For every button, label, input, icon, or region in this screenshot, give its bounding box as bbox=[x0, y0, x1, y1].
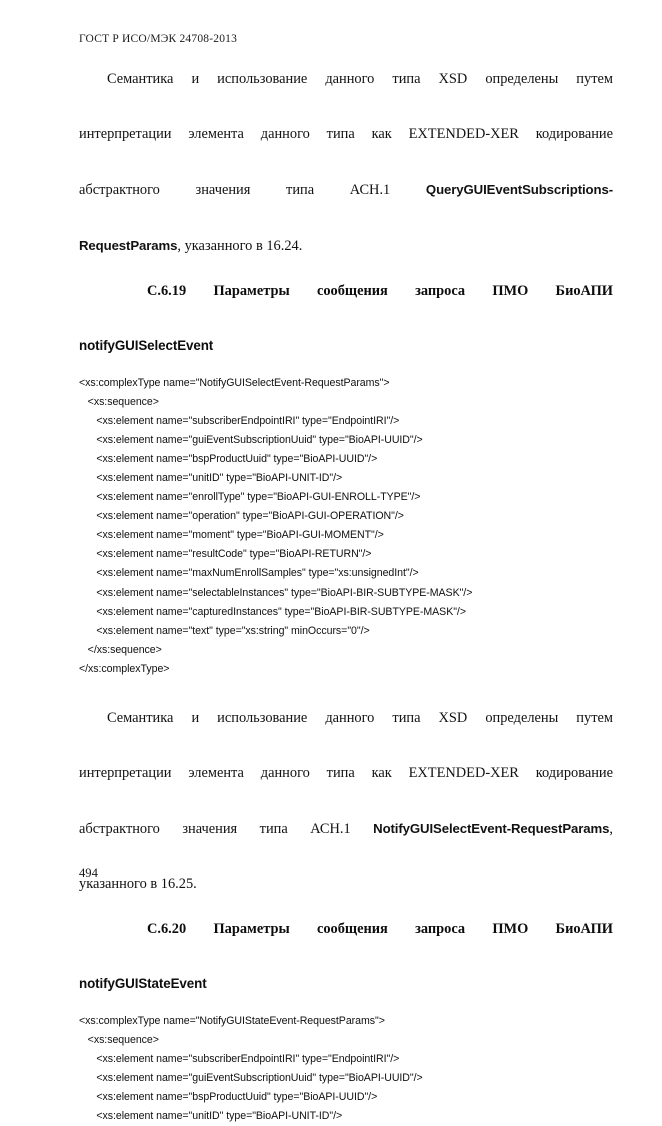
paragraph-line: указанного в 16.25. bbox=[79, 871, 613, 899]
code-line: <xs:element name="guiEventSubscriptionUuid" type="BioAPI-UUID"/> bbox=[79, 1069, 613, 1088]
running-header: ГОСТ Р ИСО/МЭК 24708-2013 bbox=[79, 33, 237, 45]
clause-title: Параметры сообщения запроса ПМО БиоАПИ bbox=[213, 283, 613, 299]
clause-heading-line bbox=[79, 916, 613, 971]
paragraph-text: абстрактного значения типа АСН.1 bbox=[79, 821, 373, 837]
code-line: <xs:element name="selectableInstances" type="BioAPI-BIR-SUBTYPE-MASK"/> bbox=[79, 584, 613, 603]
paragraph-line: Семантика и использование данного типа XSD определены путем bbox=[79, 66, 613, 121]
xsd-listing-notify-gui-state-event bbox=[79, 1012, 613, 1126]
paragraph-line: Семантика и использование данного типа XSD определены путем bbox=[79, 705, 613, 760]
code-line: <xs:element name="moment" type="BioAPI-GUI-MOMENT"/> bbox=[79, 526, 613, 545]
code-line: <xs:complexType name="NotifyGUISelectEvent-RequestParams"> bbox=[79, 374, 613, 393]
clause-subject: notifyGUISelectEvent bbox=[79, 333, 613, 359]
code-line: <xs:sequence> bbox=[79, 1031, 613, 1050]
paragraph-text: , bbox=[609, 821, 613, 837]
clause-heading-line bbox=[79, 278, 613, 333]
page-number: 494 bbox=[79, 866, 98, 881]
code-line: <xs:element name="maxNumEnrollSamples" type="xs:unsignedInt"/> bbox=[79, 564, 613, 583]
xsd-listing-notify-gui-select-event bbox=[79, 374, 613, 680]
code-line: <xs:element name="bspProductUuid" type="BioAPI-UUID"/> bbox=[79, 1088, 613, 1107]
code-line: </xs:complexType> bbox=[79, 660, 613, 679]
type-name-ref: NotifyGUISelectEvent-RequestParams bbox=[373, 821, 609, 836]
code-line: <xs:element name="capturedInstances" type="BioAPI-BIR-SUBTYPE-MASK"/> bbox=[79, 603, 613, 622]
code-line: <xs:element name="resultCode" type="BioAPI-RETURN"/> bbox=[79, 545, 613, 564]
code-line: <xs:element name="subscriberEndpointIRI" type="EndpointIRI"/> bbox=[79, 1050, 613, 1069]
clause-number: С.6.19 bbox=[147, 283, 186, 299]
page-body bbox=[79, 66, 613, 1126]
clause-number: С.6.20 bbox=[147, 921, 186, 937]
code-line: <xs:element name="guiEventSubscriptionUuid" type="BioAPI-UUID"/> bbox=[79, 431, 613, 450]
clause-heading-c6-19 bbox=[79, 278, 613, 359]
code-line: <xs:element name="subscriberEndpointIRI" type="EndpointIRI"/> bbox=[79, 412, 613, 431]
clause-title: Параметры сообщения запроса ПМО БиоАПИ bbox=[213, 921, 613, 937]
code-line: </xs:sequence> bbox=[79, 641, 613, 660]
spacer bbox=[79, 359, 613, 374]
paragraph-text: , указанного в 16.24. bbox=[177, 238, 302, 254]
code-line: <xs:complexType name="NotifyGUIStateEvent-RequestParams"> bbox=[79, 1012, 613, 1031]
paragraph-line bbox=[79, 176, 613, 232]
code-line: <xs:element name="bspProductUuid" type="BioAPI-UUID"/> bbox=[79, 450, 613, 469]
code-line: <xs:element name="enrollType" type="BioAPI-GUI-ENROLL-TYPE"/> bbox=[79, 488, 613, 507]
type-name-ref-cont: RequestParams bbox=[79, 238, 177, 253]
code-line: <xs:element name="operation" type="BioAPI-GUI-OPERATION"/> bbox=[79, 507, 613, 526]
spacer bbox=[79, 261, 613, 278]
paragraph-line bbox=[79, 815, 613, 871]
spacer bbox=[79, 899, 613, 916]
code-line: <xs:element name="text" type="xs:string" minOccurs="0"/> bbox=[79, 622, 613, 641]
clause-heading-c6-20 bbox=[79, 916, 613, 997]
paragraph-text: абстрактного значения типа АСН.1 bbox=[79, 182, 426, 198]
spacer bbox=[79, 997, 613, 1012]
paragraph-semantics-query bbox=[79, 66, 613, 261]
code-line: <xs:element name="unitID" type="BioAPI-UNIT-ID"/> bbox=[79, 1107, 613, 1126]
paragraph-semantics-notify-select bbox=[79, 705, 613, 899]
code-line: <xs:sequence> bbox=[79, 393, 613, 412]
paragraph-line: интерпретации элемента данного типа как EXTENDED-XER кодирование bbox=[79, 760, 613, 815]
clause-subject: notifyGUIStateEvent bbox=[79, 971, 613, 997]
paragraph-line bbox=[79, 232, 613, 261]
spacer bbox=[79, 679, 613, 705]
paragraph-line: интерпретации элемента данного типа как EXTENDED-XER кодирование bbox=[79, 121, 613, 176]
code-line: <xs:element name="unitID" type="BioAPI-UNIT-ID"/> bbox=[79, 469, 613, 488]
type-name-ref: QueryGUIEventSubscriptions- bbox=[426, 182, 613, 197]
